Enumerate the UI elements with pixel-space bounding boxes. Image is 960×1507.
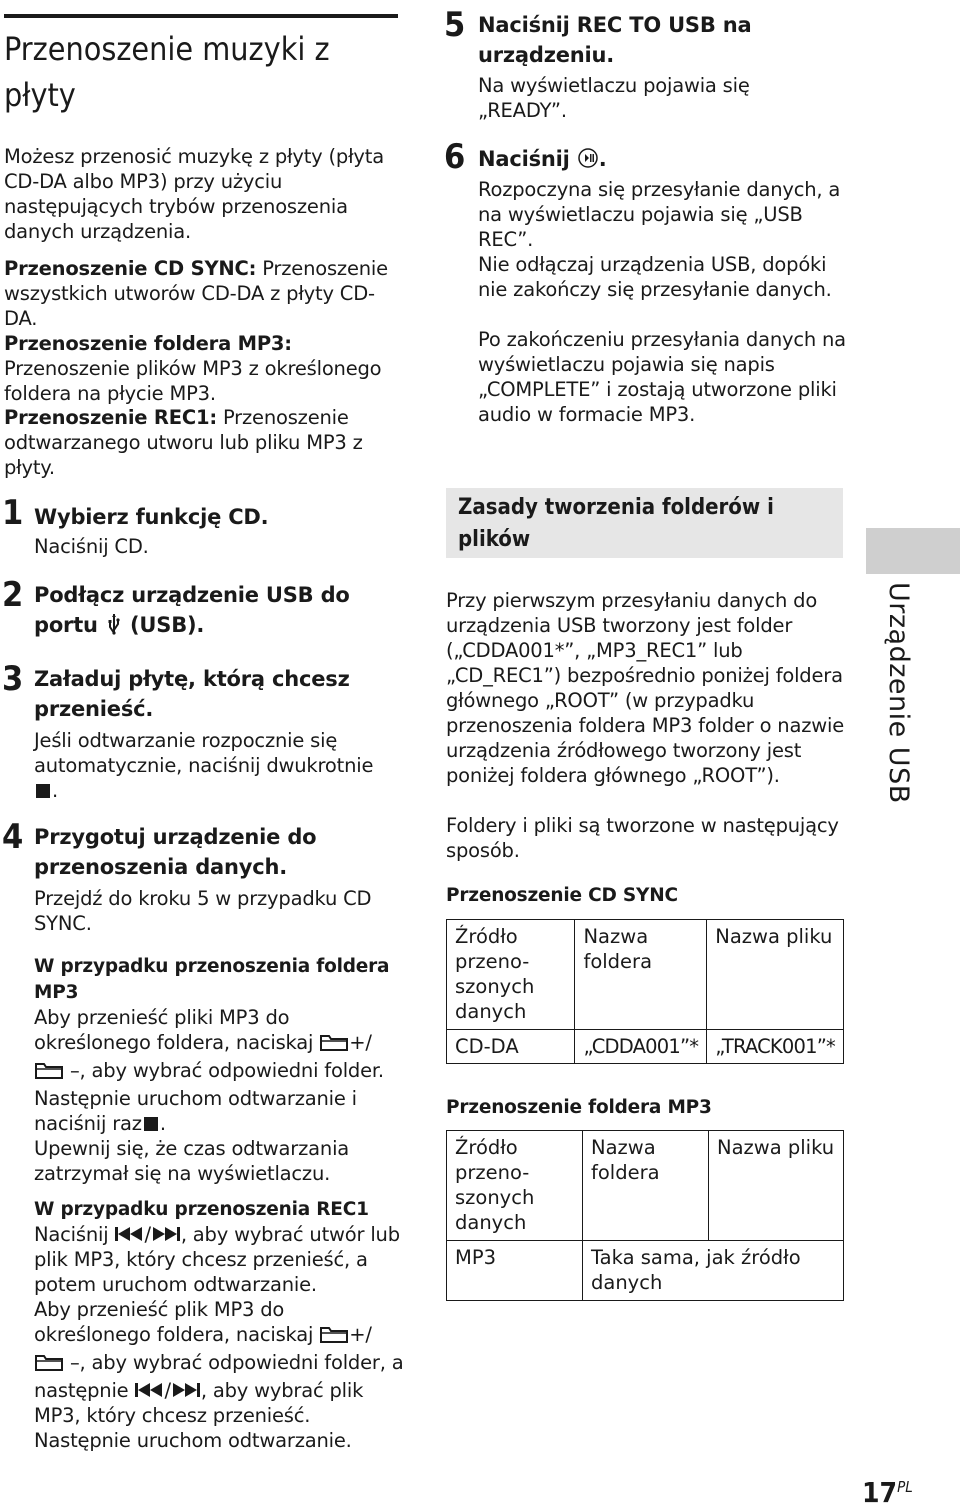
cd-sync-table	[446, 919, 844, 1064]
section-heading: Zasady tworzenia folderów i plików	[458, 495, 774, 552]
page-number	[862, 1470, 913, 1507]
folder-icon	[34, 1060, 64, 1086]
usb-icon	[105, 613, 123, 637]
page-title: Przenoszenie muzyki z płyty	[4, 30, 330, 114]
table-header-row	[447, 920, 844, 1030]
step-number: 6	[444, 137, 466, 177]
rec1-case-text: Aby przenieść plik MP3 do określonego foldera, naciskaj	[34, 1298, 314, 1346]
mp3-case-text: Aby przenieść pliki MP3 do określonego foldera, naciskaj	[34, 1006, 314, 1054]
table-row	[447, 1241, 844, 1301]
rec1-case-text: –, aby wybrać odpowiedni folder, a następnie	[34, 1351, 404, 1402]
step-body-text: .	[52, 779, 58, 802]
mode-label: Przenoszenie REC1:	[4, 406, 217, 429]
table-header-cell: Nazwa pliku	[707, 920, 844, 1030]
table-cell: MP3	[447, 1241, 583, 1301]
next-icon	[151, 1223, 181, 1246]
rec1-case-text: , aby wybrać plik MP3, który chcesz przenieść. Następnie uruchom odtwarzanie.	[34, 1379, 364, 1452]
section-tab	[866, 528, 960, 574]
step-body-text: Jeśli odtwarzanie rozpocznie się automatycznie, naciśnij dwukrotnie	[34, 729, 374, 777]
step-number: 3	[2, 659, 24, 699]
table-caption: Przenoszenie CD SYNC	[446, 885, 678, 906]
step-heading: Naciśnij REC TO USB na urządzeniu.	[478, 13, 752, 67]
mode-text: Przenoszenie odtwarzanego utworu lub pliku MP3 z płyty.	[4, 406, 363, 479]
mp3-folder-table	[446, 1130, 844, 1301]
section-body: Przy pierwszym przesyłaniu danych do urządzenia USB tworzony jest folder („CDDA001*”, „MP3_REC1” lub „CD_REC1”) bezpośrednio poniżej foldera głównego „ROOT” (w przypadku przenoszenia foldera MP3 folder o nazwie urządzenia źródłowego tworzony jest poniżej foldera głównego „ROOT”).	[446, 589, 845, 787]
table-header-row	[447, 1131, 844, 1241]
step-heading-text: Naciśnij	[478, 147, 577, 171]
step-number: 5	[444, 5, 466, 45]
rec1-case-text: , aby wybrać utwór lub plik MP3, który chcesz przenieść, a potem uruchom odtwarzanie.	[34, 1223, 400, 1296]
step-body: Na wyświetlaczu pojawia się „READY”.	[478, 74, 750, 122]
step-body: Nie odłączaj urządzenia USB, dopóki nie zakończy się przesyłanie danych.	[478, 253, 832, 301]
side-section-label-text: Urządzenie USB	[883, 582, 914, 804]
prev-icon	[134, 1379, 164, 1402]
step-body: Po zakończeniu przesyłania danych na wyświetlaczu pojawia się napis „COMPLETE” i zostają utworzone pliki audio w formacie MP3.	[478, 328, 846, 426]
folder-icon	[319, 1032, 349, 1058]
mode-mp3-folder	[4, 331, 404, 406]
mp3-case-text: –, aby wybrać odpowiedni folder. Następnie uruchom odtwarzanie i naciśnij raz	[34, 1059, 384, 1135]
mode-label: Przenoszenie foldera MP3:	[4, 332, 292, 355]
mode-text: Przenoszenie plików MP3 z określonego foldera na płycie MP3.	[4, 357, 382, 405]
step-number: 4	[2, 817, 24, 857]
page-number-value: 17	[862, 1476, 898, 1507]
table-caption: Przenoszenie foldera MP3	[446, 1097, 712, 1118]
mode-rec1	[4, 405, 394, 480]
mp3-case-body	[34, 1005, 404, 1186]
next-icon	[171, 1379, 201, 1402]
play-pause-icon	[577, 147, 599, 171]
step-heading-text: Podłącz urządzenie USB do portu	[34, 583, 350, 637]
prev-icon	[114, 1223, 144, 1246]
step-body: Przejdź do kroku 5 w przypadku CD SYNC.	[34, 887, 372, 935]
folder-icon	[34, 1352, 64, 1378]
step-heading	[34, 580, 394, 640]
table-header-cell: Nazwa pliku	[709, 1131, 844, 1241]
mp3-case-text: .	[159, 1112, 166, 1135]
stop-icon	[36, 784, 50, 798]
side-section-label	[867, 582, 927, 842]
table-header-cell: Źródło przeno-szonych danych	[447, 920, 575, 1030]
rec1-case-body	[34, 1222, 404, 1453]
table-cell: Taka sama, jak źródło danych	[583, 1241, 844, 1301]
section-body: Foldery i pliki są tworzone w następujący sposób.	[446, 814, 839, 862]
table-cell: CD-DA	[447, 1030, 575, 1064]
stop-icon	[144, 1117, 158, 1131]
step-body: Naciśnij CD.	[34, 535, 149, 558]
step-number: 1	[2, 493, 24, 533]
step-body	[34, 728, 399, 803]
mode-cd-sync	[4, 256, 404, 331]
page-language: PL	[897, 1478, 913, 1496]
rec1-case-text: /	[144, 1223, 151, 1246]
mode-label: Przenoszenie CD SYNC:	[4, 257, 257, 280]
mode-text: Przenoszenie wszystkich utworów CD-DA z płyty CD-DA.	[4, 257, 388, 330]
mp3-case-heading: W przypadku przenoszenia foldera MP3	[34, 956, 390, 1003]
step-heading	[478, 144, 818, 174]
step-body: Rozpoczyna się przesyłanie danych, a na wyświetlaczu pojawia się „USB REC”.	[478, 178, 841, 251]
step-heading: Załaduj płytę, którą chcesz przenieść.	[34, 667, 350, 721]
table-cell: „TRACK001”*	[707, 1030, 844, 1064]
section-heading-box	[446, 488, 843, 558]
mp3-case-text: Upewnij się, że czas odtwarzania zatrzymał się na wyświetlaczu.	[34, 1137, 350, 1185]
folder-icon	[319, 1324, 349, 1350]
rec1-case-text: /	[164, 1379, 171, 1402]
title-rule	[4, 14, 398, 18]
step-heading-text: .	[598, 147, 607, 171]
table-row	[447, 1030, 844, 1064]
rec1-case-heading: W przypadku przenoszenia REC1	[34, 1199, 369, 1220]
table-header-cell: Nazwa foldera	[583, 1131, 709, 1241]
rec1-case-text: +/	[349, 1323, 372, 1346]
mp3-case-text: +/	[349, 1031, 372, 1054]
table-cell: „CDDA001”*	[575, 1030, 707, 1064]
step-number: 2	[2, 575, 24, 615]
table-header-cell: Źródło przeno-szonych danych	[447, 1131, 583, 1241]
intro-text: Możesz przenosić muzykę z płyty (płyta CD-DA albo MP3) przy użyciu następujących trybów przenoszenia danych urządzenia.	[4, 145, 384, 243]
step-heading-text: (USB).	[122, 613, 205, 637]
step-heading: Przygotuj urządzenie do przenoszenia danych.	[34, 825, 317, 879]
rec1-case-text: Naciśnij	[34, 1223, 109, 1246]
table-header-cell: Nazwa foldera	[575, 920, 707, 1030]
step-heading: Wybierz funkcję CD.	[34, 505, 269, 529]
